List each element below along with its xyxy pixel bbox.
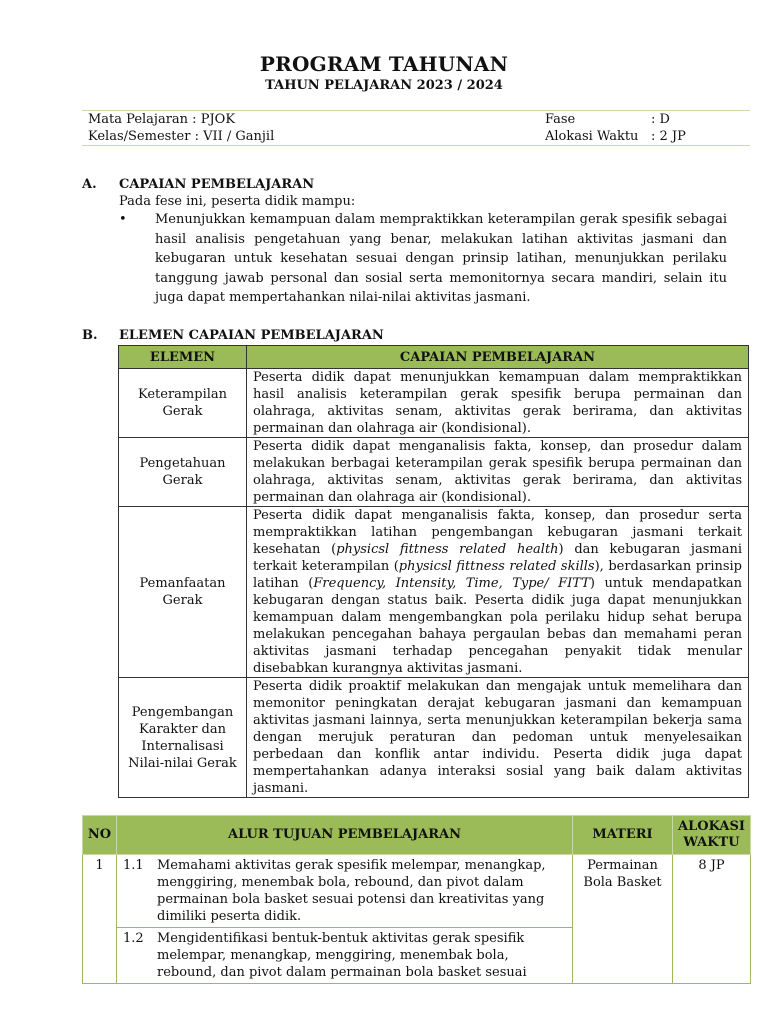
section-b-title: ELEMEN CAPAIAN PEMBELAJARAN bbox=[119, 328, 384, 343]
table-row bbox=[119, 369, 749, 438]
item-number: 1.1 bbox=[123, 858, 144, 873]
section-b-letter: B. bbox=[82, 328, 98, 343]
alokasi-label: Alokasi Waktu bbox=[545, 129, 639, 144]
capaian-text: Peserta didik dapat menganalisis fakta, konsep, dan prosedur serta mempraktikkan latihan pengembangan kebugaran jasmani terkait kesehatan ( bbox=[253, 508, 742, 557]
capaian-text: ) untuk mendapatkan kebugaran dengan status baik. Peserta didik juga dapat menunjukkan kemampuan dalam mengembangkan pola perilaku hidup sehat berupa melakukan pencegahan bahaya pergaulan bebas dan memahami peran aktivitas jasmani terhadap pencegahan penyakit tidak menular disebabkan kurangnya aktivitas jasmani. bbox=[253, 576, 742, 676]
item-text: Memahami aktivitas gerak spesifik melempar, menangkap, menggiring, menembak bola, rebound, dan pivot dalam permainan bola basket sesuai potensi dan kreativitas yang dimiliki peserta didik. bbox=[157, 858, 546, 924]
no-cell: 1 bbox=[83, 855, 117, 984]
page-title: PROGRAM TAHUNAN bbox=[259, 52, 509, 76]
kelas-text: Kelas/Semester : VII / Ganjil bbox=[88, 129, 275, 144]
fase-label: Fase bbox=[545, 112, 576, 127]
capaian-italic: physicsl fittness related skills bbox=[398, 559, 595, 574]
capaian-cell: Peserta didik proaktif melakukan dan mengajak untuk memelihara dan memonitor peningkatan derajat kebugaran jasmani dan kemampuan aktivitas jasmani lainnya, serta menunjukkan keterampilan bekerja sama dengan merujuk peraturan dan pedoman untuk menyelesaikan perbedaan dan konflik antar individu. Peserta didik juga dapat mempertahankan adanya interaksi sosial yang baik dalam aktivitas jasmani. bbox=[247, 678, 749, 798]
section-a-intro: Pada fese ini, peserta didik mampu: bbox=[119, 194, 356, 209]
capaian-italic: Frequency, Intensity, Time, Type/ FITT bbox=[313, 576, 590, 591]
elemen-cell: Keterampilan Gerak bbox=[119, 369, 247, 438]
capaian-cell: Peserta didik dapat menganalisis fakta, konsep, dan prosedur dalam melakukan berbagai keterampilan gerak spesifik berupa permainan dan olahraga, aktivitas senam, aktivitas gerak berirama, dan aktivitas permainan dan olahraga air (kondisional). bbox=[247, 438, 749, 507]
section-a-text: Menunjukkan kemampuan dalam mempraktikkan keterampilan gerak spesifik sebagai hasil analisis pengetahuan yang benar, melakukan latihan aktivitas jasmani dan kebugaran untuk kesehatan sesuai dengan prinsip latihan, menunjukkan perilaku tanggung jawab personal dan sosial serta memonitornya secara mandiri, selain itu juga dapat mempertahankan nilai-nilai aktivitas jasmani. bbox=[155, 212, 727, 306]
section-a-title: CAPAIAN PEMBELAJARAN bbox=[119, 177, 315, 192]
atp-table bbox=[82, 815, 751, 984]
info-row-1 bbox=[88, 112, 750, 128]
bullet-icon: • bbox=[119, 212, 127, 227]
list-item bbox=[117, 855, 572, 927]
capaian-text: ) dan kebugaran jasmani terkait keterampilan ( bbox=[253, 542, 742, 574]
header-no: NO bbox=[83, 816, 117, 855]
alokasi-cell: 8 JP bbox=[673, 855, 751, 984]
page-subtitle: TAHUN PELAJARAN 2023 / 2024 bbox=[265, 78, 503, 93]
alur-cell bbox=[117, 855, 573, 984]
capaian-cell bbox=[247, 507, 749, 678]
capaian-italic: physicsl fittness related health bbox=[336, 542, 559, 557]
elemen-table bbox=[118, 345, 749, 798]
table-row bbox=[119, 438, 749, 507]
capaian-cell: Peserta didik dapat menunjukkan kemampuan dalam mempraktikkan hasil analisis keterampilan gerak spesifik berupa permainan dan olahraga, aktivitas senam, aktivitas gerak berirama, dan aktivitas permainan dan olahraga air (kondisional). bbox=[247, 369, 749, 438]
table-row bbox=[83, 855, 751, 984]
section-a-letter: A. bbox=[82, 177, 97, 192]
alokasi-value: : 2 JP bbox=[651, 129, 686, 144]
header-capaian: CAPAIAN PEMBELAJARAN bbox=[247, 346, 749, 369]
table-row bbox=[119, 507, 749, 678]
item-number: 1.2 bbox=[123, 931, 144, 946]
info-row-2 bbox=[88, 129, 750, 145]
table-row bbox=[119, 678, 749, 798]
materi-cell: Permainan Bola Basket bbox=[573, 855, 673, 984]
list-item bbox=[117, 927, 572, 983]
header-alur: ALUR TUJUAN PEMBELAJARAN bbox=[117, 816, 573, 855]
info-block bbox=[82, 110, 750, 146]
item-text: Mengidentifikasi bentuk-bentuk aktivitas gerak spesifik melempar, menangkap, menggiring, menembak bola, rebound, dan pivot dalam permainan bola basket sesuai bbox=[157, 931, 527, 980]
header-materi: MATERI bbox=[573, 816, 673, 855]
capaian-text: ), berdasarkan prinsip latihan ( bbox=[253, 559, 743, 591]
mapel-text: Mata Pelajaran : PJOK bbox=[88, 112, 236, 127]
header-elemen: ELEMEN bbox=[119, 346, 247, 369]
elemen-cell: Pengetahuan Gerak bbox=[119, 438, 247, 507]
fase-value: : D bbox=[651, 112, 670, 127]
elemen-cell: Pemanfaatan Gerak bbox=[119, 507, 247, 678]
header-alokasi: ALOKASI WAKTU bbox=[673, 816, 751, 855]
elemen-cell: Pengembangan Karakter dan Internalisasi Nilai-nilai Gerak bbox=[119, 678, 247, 798]
